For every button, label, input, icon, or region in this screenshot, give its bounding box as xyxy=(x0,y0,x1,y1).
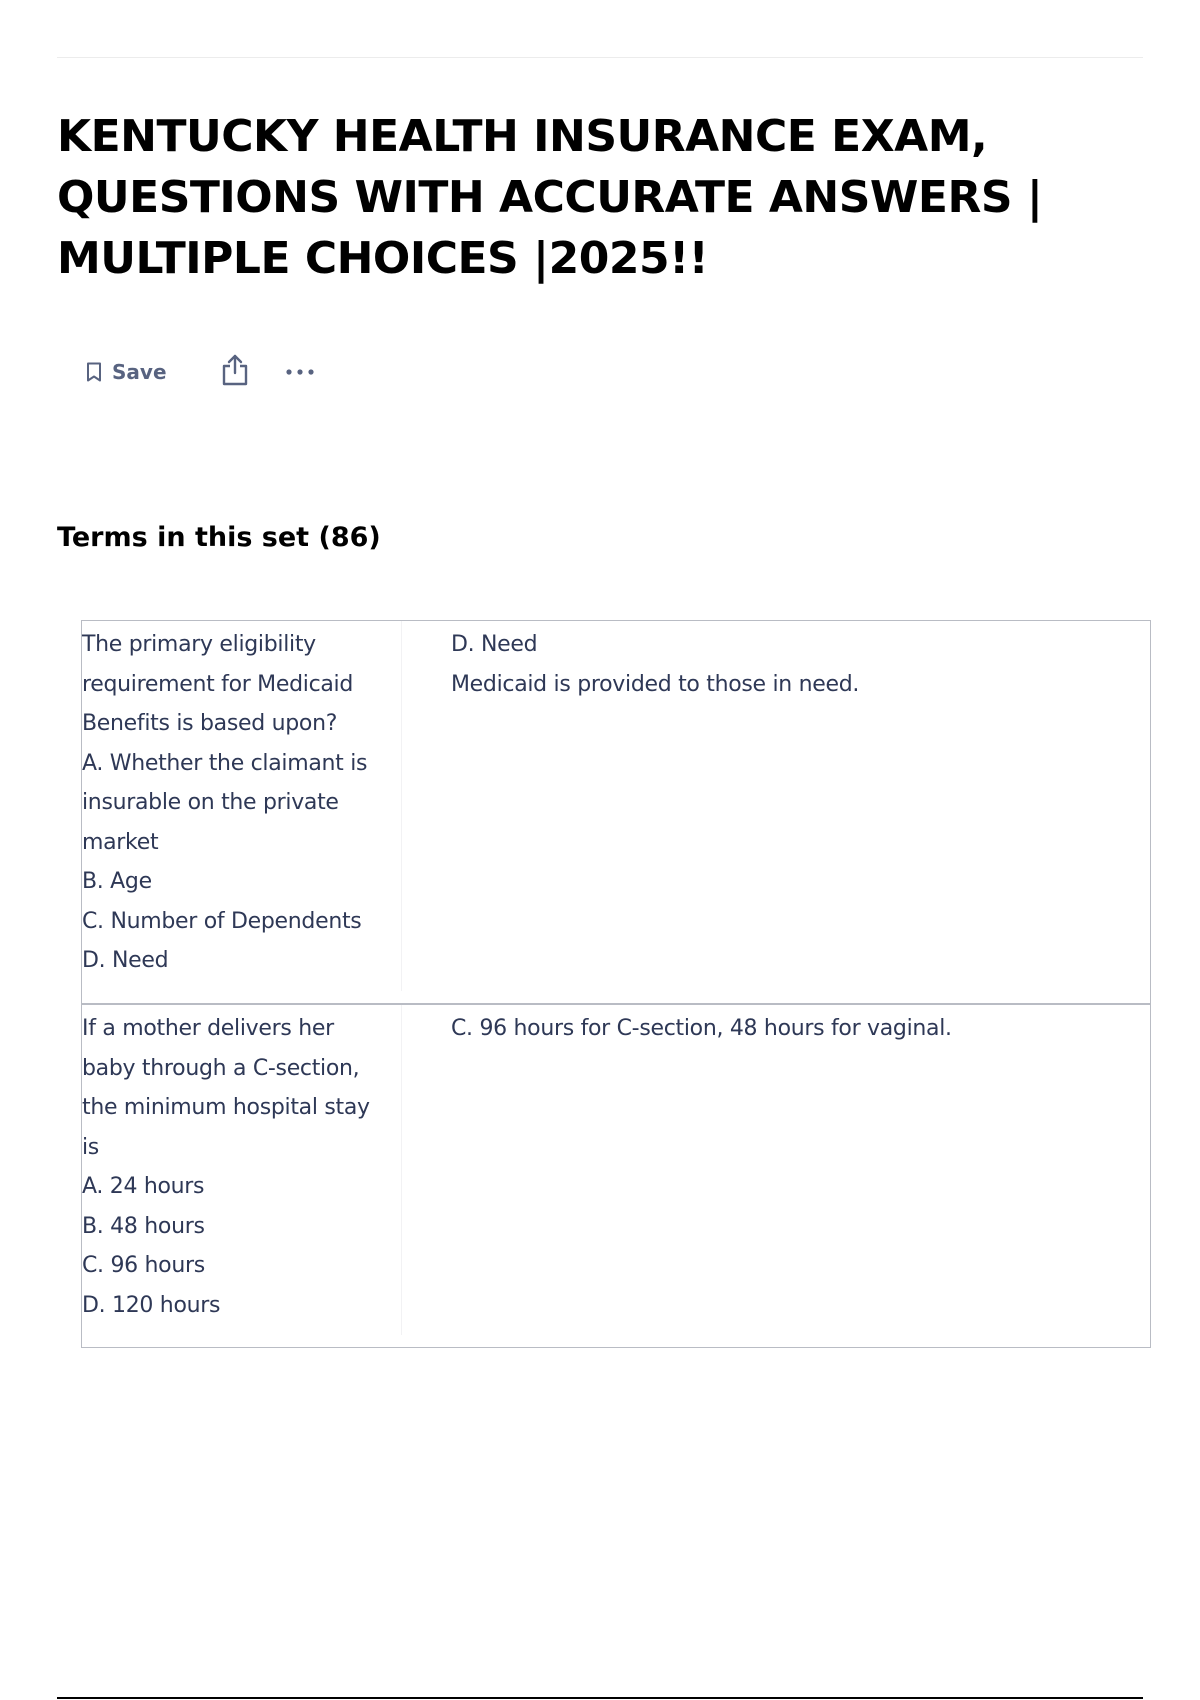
term-text: If a mother delivers her baby through a C-section, the minimum hospital stay is A. 24 hours B. 48 hours C. 96 hours D. 120 hours xyxy=(82,1005,402,1335)
share-button[interactable] xyxy=(221,354,249,391)
terms-table xyxy=(81,620,1151,1348)
save-label: Save xyxy=(112,360,167,384)
save-button[interactable] xyxy=(86,360,167,384)
top-divider xyxy=(57,57,1143,58)
terms-heading: Terms in this set (86) xyxy=(57,522,381,553)
definition-text: C. 96 hours for C-section, 48 hours for vaginal. xyxy=(451,1016,952,1041)
page-title: KENTUCKY HEALTH INSURANCE EXAM, QUESTIONS WITH ACCURATE ANSWERS | MULTIPLE CHOICES |2025!! xyxy=(57,111,1043,284)
definition-text: D. Need Medicaid is provided to those in need. xyxy=(451,632,860,697)
more-options-button[interactable] xyxy=(285,363,315,381)
bottom-divider xyxy=(57,1697,1143,1699)
term-row xyxy=(82,621,1150,1003)
bookmark-icon xyxy=(86,362,102,382)
action-bar xyxy=(86,354,315,390)
term-text: The primary eligibility requirement for Medicaid Benefits is based upon? A. Whether the claimant is insurable on the private market B. Age C. Number of Dependents D. Need xyxy=(82,621,402,991)
share-icon xyxy=(221,354,249,391)
more-horizontal-icon xyxy=(285,363,315,381)
term-row xyxy=(82,1003,1150,1347)
